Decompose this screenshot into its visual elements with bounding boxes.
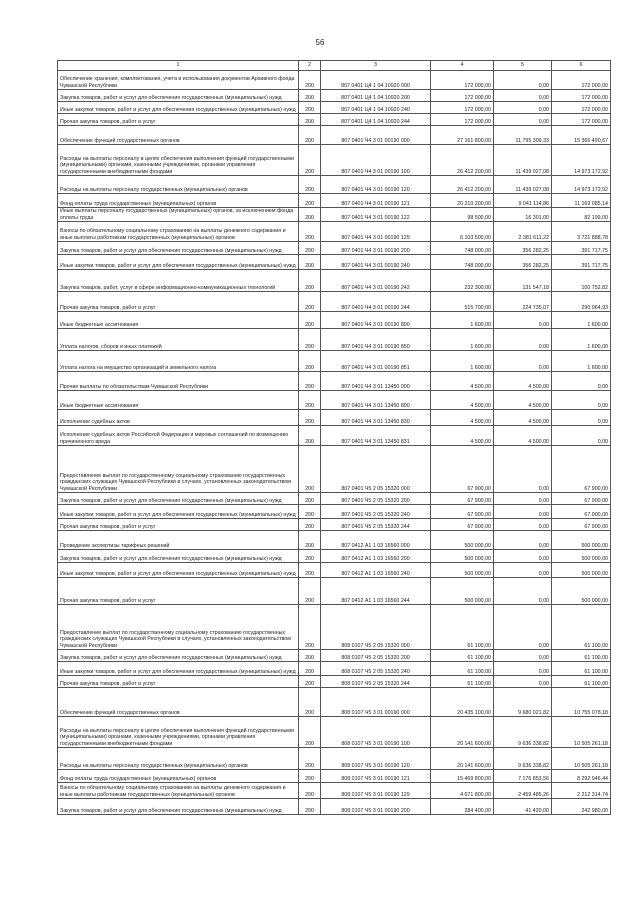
row-executed-cell: 0,00	[494, 563, 552, 578]
row-approved-cell: 27 161 800,00	[431, 126, 494, 145]
row-code-cell: 200	[299, 505, 321, 519]
row-classification-cell: 807 0401 Ч4 3 01 00190 000	[321, 126, 431, 145]
row-remaining-cell: 67 900,00	[552, 505, 611, 519]
row-code-cell: 200	[299, 550, 321, 563]
row-name-cell: Фонд оплаты труда государственных (муниципальных) органов	[58, 194, 299, 208]
table-row	[58, 222, 611, 242]
table-row	[58, 114, 611, 126]
row-name-cell: Иные закупки товаров, работ и услуг для обеспечения государственных (муниципальных) нужд	[58, 505, 299, 519]
row-classification-cell: 807 0401 Ц4 1 04 10920 200	[321, 90, 431, 102]
row-name-cell: Исполнение судебных актов Российской Федерации и мировых соглашений по возмещению причиненного вреда	[58, 426, 299, 446]
row-remaining-cell: 100 752,82	[552, 270, 611, 292]
row-approved-cell: 26 412 200,00	[431, 176, 494, 194]
row-code-cell: 200	[299, 114, 321, 126]
row-remaining-cell: 14 973 172,92	[552, 145, 611, 176]
row-remaining-cell: 10 505 261,18	[552, 717, 611, 748]
row-approved-cell: 61 100,00	[431, 662, 494, 676]
row-remaining-cell: 500 000,00	[552, 531, 611, 550]
table-row	[58, 255, 611, 270]
row-classification-cell: 808 0107 Ч5 3 01 00190 129	[321, 783, 431, 799]
row-executed-cell: 9 680 021,82	[494, 688, 552, 717]
row-code-cell: 200	[299, 222, 321, 242]
table-row	[58, 90, 611, 102]
row-remaining-cell: 500 000,00	[552, 563, 611, 578]
row-approved-cell: 500 000,00	[431, 531, 494, 550]
row-approved-cell: 61 100,00	[431, 676, 494, 688]
row-approved-cell: 20 210 200,00	[431, 194, 494, 208]
row-classification-cell: 807 0401 Ч4 3 01 00190 242	[321, 270, 431, 292]
row-executed-cell: 131 547,18	[494, 270, 552, 292]
row-name-cell: Иные закупки товаров, работ и услуг для обеспечения государственных (муниципальных) нужд	[58, 102, 299, 114]
row-classification-cell: 807 0401 Ч5 2 05 15320 244	[321, 519, 431, 531]
table-row	[58, 329, 611, 351]
row-classification-cell: 807 0401 Ч4 3 01 00190 122	[321, 208, 431, 222]
row-remaining-cell: 67 900,00	[552, 493, 611, 505]
row-executed-cell: 11 439 027,08	[494, 176, 552, 194]
row-code-cell: 200	[299, 650, 321, 662]
row-classification-cell: 808 0107 Ч5 2 05 15320 244	[321, 676, 431, 688]
row-classification-cell: 807 0401 Ч4 3 01 00190 850	[321, 329, 431, 351]
table-row	[58, 688, 611, 717]
row-code-cell: 200	[299, 292, 321, 312]
row-executed-cell: 356 282,25	[494, 255, 552, 270]
row-remaining-cell: 2 212 314,74	[552, 783, 611, 799]
row-classification-cell: 807 0401 Ч4 3 01 00190 120	[321, 176, 431, 194]
row-remaining-cell: 11 169 085,14	[552, 194, 611, 208]
row-approved-cell: 20 435 100,00	[431, 688, 494, 717]
row-name-cell: Иные бюджетные ассигнования	[58, 391, 299, 410]
table-row	[58, 605, 611, 650]
row-approved-cell: 748 000,00	[431, 255, 494, 270]
row-name-cell: Закупка товаров, работ, услуг в сфере информационно-коммуникационных технологий	[58, 270, 299, 292]
table-row	[58, 505, 611, 519]
row-executed-cell: 16 301,00	[494, 208, 552, 222]
row-approved-cell: 4 500,00	[431, 372, 494, 391]
row-remaining-cell: 500 000,00	[552, 578, 611, 605]
row-approved-cell: 1 600,00	[431, 312, 494, 329]
row-code-cell: 200	[299, 102, 321, 114]
row-classification-cell: 807 0401 Ч4 3 01 00190 244	[321, 292, 431, 312]
row-name-cell: Предоставление выплат по государственному социальному страхованию государственных гражданских служащих Чувашской Республики в случаях, установленных законодательством Чувашской Республики	[58, 605, 299, 650]
row-name-cell: Уплата налога на имущество организаций и земельного налога	[58, 351, 299, 372]
row-remaining-cell: 172 000,00	[552, 102, 611, 114]
row-executed-cell: 11 439 027,08	[494, 145, 552, 176]
table-row	[58, 270, 611, 292]
row-remaining-cell: 391 717,75	[552, 242, 611, 255]
row-classification-cell: 808 0107 Ч5 3 01 00190 121	[321, 770, 431, 783]
row-executed-cell: 0,00	[494, 312, 552, 329]
row-remaining-cell: 61 100,00	[552, 662, 611, 676]
column-header-1: 1	[58, 61, 299, 71]
table-row	[58, 426, 611, 446]
row-approved-cell: 1 600,00	[431, 351, 494, 372]
row-approved-cell: 748 000,00	[431, 242, 494, 255]
row-approved-cell: 1 600,00	[431, 329, 494, 351]
column-header-6: 6	[552, 61, 611, 71]
row-name-cell: Проведение экспертизы тарифных решений	[58, 531, 299, 550]
row-classification-cell: 807 0401 Ч4 3 01 13450 831	[321, 426, 431, 446]
row-code-cell: 200	[299, 493, 321, 505]
table-row	[58, 126, 611, 145]
row-name-cell: Иные закупки товаров, работ и услуг для обеспечения государственных (муниципальных) нужд	[58, 563, 299, 578]
row-approved-cell: 26 412 200,00	[431, 145, 494, 176]
row-approved-cell: 20 141 600,00	[431, 748, 494, 770]
row-approved-cell: 6 103 500,00	[431, 222, 494, 242]
row-approved-cell: 172 000,00	[431, 102, 494, 114]
row-approved-cell: 500 000,00	[431, 578, 494, 605]
row-approved-cell: 98 500,00	[431, 208, 494, 222]
row-executed-cell: 0,00	[494, 90, 552, 102]
row-code-cell: 200	[299, 688, 321, 717]
row-classification-cell: 808 0107 Ч5 2 05 15320 240	[321, 662, 431, 676]
row-approved-cell: 15 469 800,00	[431, 770, 494, 783]
column-header-2: 2	[299, 61, 321, 71]
row-name-cell: Иные закупки товаров, работ и услуг для обеспечения государственных (муниципальных) нужд	[58, 255, 299, 270]
row-approved-cell: 172 000,00	[431, 114, 494, 126]
row-code-cell: 200	[299, 270, 321, 292]
row-remaining-cell: 82 199,00	[552, 208, 611, 222]
page-number: 56	[315, 38, 325, 47]
row-code-cell: 200	[299, 605, 321, 650]
row-classification-cell: 807 0401 Ч4 3 01 00190 240	[321, 255, 431, 270]
table-row	[58, 312, 611, 329]
row-name-cell: Расходы на выплаты персоналу государственных (муниципальных) органов	[58, 748, 299, 770]
row-name-cell: Прочие выплаты по обязательствам Чувашской Республики	[58, 372, 299, 391]
row-executed-cell: 9 041 114,86	[494, 194, 552, 208]
row-code-cell: 200	[299, 426, 321, 446]
row-code-cell: 200	[299, 176, 321, 194]
row-code-cell: 200	[299, 242, 321, 255]
row-approved-cell: 172 000,00	[431, 71, 494, 90]
row-name-cell: Обеспечение функций государственных органов	[58, 126, 299, 145]
row-classification-cell: 807 0401 Ч4 3 01 00190 800	[321, 312, 431, 329]
row-approved-cell: 4 500,00	[431, 426, 494, 446]
row-code-cell: 200	[299, 519, 321, 531]
row-executed-cell: 224 735,07	[494, 292, 552, 312]
row-remaining-cell: 3 721 888,78	[552, 222, 611, 242]
row-classification-cell: 807 0401 Ч4 3 01 13450 000	[321, 372, 431, 391]
row-code-cell: 200	[299, 783, 321, 799]
column-header-4: 4	[431, 61, 494, 71]
row-code-cell: 200	[299, 446, 321, 493]
table-row	[58, 292, 611, 312]
row-code-cell: 200	[299, 329, 321, 351]
row-remaining-cell: 500 000,00	[552, 550, 611, 563]
row-code-cell: 200	[299, 351, 321, 372]
table-row	[58, 676, 611, 688]
row-name-cell: Обеспечение хранения, комплектования, учета и использования документов Архивного фонда Чувашской Республики	[58, 71, 299, 90]
table-row	[58, 650, 611, 662]
row-executed-cell: 0,00	[494, 446, 552, 493]
row-classification-cell: 808 0107 Ч5 2 05 15320 000	[321, 605, 431, 650]
row-remaining-cell: 61 100,00	[552, 676, 611, 688]
row-name-cell: Закупка товаров, работ и услуг для обеспечения государственных (муниципальных) нужд	[58, 90, 299, 102]
row-executed-cell: 0,00	[494, 605, 552, 650]
row-approved-cell: 4 500,00	[431, 391, 494, 410]
row-approved-cell: 67 900,00	[431, 519, 494, 531]
row-executed-cell: 0,00	[494, 71, 552, 90]
row-approved-cell: 284 400,00	[431, 799, 494, 815]
row-remaining-cell: 0,00	[552, 372, 611, 391]
row-remaining-cell: 0,00	[552, 391, 611, 410]
row-code-cell: 200	[299, 799, 321, 815]
row-remaining-cell: 172 000,00	[552, 114, 611, 126]
row-classification-cell: 808 0107 Ч5 3 01 00190 100	[321, 717, 431, 748]
row-classification-cell: 807 0401 Ц4 1 04 10920 000	[321, 71, 431, 90]
row-approved-cell: 4 500,00	[431, 410, 494, 426]
row-classification-cell: 807 0401 Ч4 3 01 00190 100	[321, 145, 431, 176]
table-row	[58, 71, 611, 90]
row-remaining-cell: 61 100,00	[552, 605, 611, 650]
table-row	[58, 799, 611, 815]
row-code-cell: 200	[299, 676, 321, 688]
row-executed-cell: 0,00	[494, 676, 552, 688]
row-code-cell: 200	[299, 255, 321, 270]
row-remaining-cell: 15 366 490,67	[552, 126, 611, 145]
row-executed-cell: 9 636 338,82	[494, 748, 552, 770]
row-approved-cell: 4 671 800,00	[431, 783, 494, 799]
table-row	[58, 242, 611, 255]
row-code-cell: 200	[299, 90, 321, 102]
row-name-cell: Прочая закупка товаров, работ и услуг	[58, 114, 299, 126]
row-code-cell: 200	[299, 531, 321, 550]
row-classification-cell: 807 0401 Ц4 1 04 10920 244	[321, 114, 431, 126]
row-remaining-cell: 10 505 261,18	[552, 748, 611, 770]
table-row	[58, 717, 611, 748]
row-remaining-cell: 67 900,00	[552, 446, 611, 493]
row-name-cell: Уплата налогов, сборов и иных платежей	[58, 329, 299, 351]
budget-execution-table	[57, 60, 611, 815]
row-classification-cell: 807 0401 Ч4 3 01 00190 121	[321, 194, 431, 208]
row-executed-cell: 356 282,25	[494, 242, 552, 255]
row-remaining-cell: 1 600,00	[552, 329, 611, 351]
row-code-cell: 200	[299, 194, 321, 208]
row-code-cell: 200	[299, 208, 321, 222]
row-classification-cell: 807 0401 Ч4 3 01 00190 851	[321, 351, 431, 372]
row-executed-cell: 4 500,00	[494, 426, 552, 446]
row-remaining-cell: 10 755 078,18	[552, 688, 611, 717]
row-name-cell: Прочая закупка товаров, работ и услуг	[58, 519, 299, 531]
table-row	[58, 102, 611, 114]
row-classification-cell: 808 0107 Ч5 3 01 00190 120	[321, 748, 431, 770]
table-row	[58, 372, 611, 391]
row-name-cell: Исполнение судебных актов	[58, 410, 299, 426]
table-row	[58, 391, 611, 410]
row-approved-cell: 515 700,00	[431, 292, 494, 312]
row-remaining-cell: 1 600,00	[552, 351, 611, 372]
row-classification-cell: 808 0107 Ч5 2 05 15320 200	[321, 650, 431, 662]
row-executed-cell: 0,00	[494, 578, 552, 605]
row-approved-cell: 500 000,00	[431, 563, 494, 578]
row-approved-cell: 172 000,00	[431, 90, 494, 102]
row-classification-cell: 807 0401 Ч5 2 05 15320 240	[321, 505, 431, 519]
row-name-cell: Фонд оплаты труда государственных (муниципальных) органов	[58, 770, 299, 783]
row-code-cell: 200	[299, 312, 321, 329]
row-name-cell: Предоставление выплат по государственному социальному страхованию государственных гражданских служащих Чувашской Республики в случаях, установленных законодательством Чувашской Республики	[58, 446, 299, 493]
row-classification-cell: 807 0401 Ч5 2 05 15320 000	[321, 446, 431, 493]
row-approved-cell: 20 141 600,00	[431, 717, 494, 748]
row-name-cell: Закупка товаров, работ и услуг для обеспечения государственных (муниципальных) нужд	[58, 493, 299, 505]
table-row	[58, 446, 611, 493]
row-executed-cell: 0,00	[494, 519, 552, 531]
row-name-cell: Закупка товаров, работ и услуг для обеспечения государственных (муниципальных) нужд	[58, 650, 299, 662]
row-classification-cell: 807 0412 А1 1 03 16560 244	[321, 578, 431, 605]
table-row	[58, 531, 611, 550]
table-row	[58, 351, 611, 372]
row-approved-cell: 67 900,00	[431, 446, 494, 493]
table-row	[58, 519, 611, 531]
row-classification-cell: 808 0107 Ч5 3 01 00190 000	[321, 688, 431, 717]
row-name-cell: Взносы по обязательному социальному страхованию на выплаты денежного содержания и иные выплаты работникам государственных (муниципальных) органов	[58, 222, 299, 242]
row-executed-cell: 0,00	[494, 102, 552, 114]
row-remaining-cell: 0,00	[552, 410, 611, 426]
row-executed-cell: 0,00	[494, 493, 552, 505]
column-number-row	[58, 61, 611, 71]
table-row	[58, 748, 611, 770]
row-classification-cell: 807 0401 Ч4 3 01 00190 129	[321, 222, 431, 242]
row-remaining-cell: 242 980,00	[552, 799, 611, 815]
row-approved-cell: 61 100,00	[431, 605, 494, 650]
row-code-cell: 200	[299, 126, 321, 145]
row-remaining-cell: 172 000,00	[552, 71, 611, 90]
row-code-cell: 200	[299, 770, 321, 783]
table-row	[58, 662, 611, 676]
table-row	[58, 550, 611, 563]
row-remaining-cell: 391 717,75	[552, 255, 611, 270]
row-code-cell: 200	[299, 71, 321, 90]
table-row	[58, 770, 611, 783]
row-code-cell: 200	[299, 717, 321, 748]
table-row	[58, 194, 611, 208]
row-executed-cell: 0,00	[494, 550, 552, 563]
row-classification-cell: 807 0401 Ч4 3 01 13450 800	[321, 391, 431, 410]
row-remaining-cell: 0,00	[552, 426, 611, 446]
row-executed-cell: 7 176 853,56	[494, 770, 552, 783]
row-name-cell: Закупка товаров, работ и услуг для обеспечения государственных (муниципальных) нужд	[58, 242, 299, 255]
row-name-cell: Прочая закупка товаров, работ и услуг	[58, 292, 299, 312]
row-name-cell: Иные выплаты персоналу государственных (муниципальных) органов, за исключением фонда оплаты труда	[58, 208, 299, 222]
row-executed-cell: 11 795 309,33	[494, 126, 552, 145]
row-executed-cell: 4 500,00	[494, 372, 552, 391]
table-row	[58, 578, 611, 605]
row-executed-cell: 9 636 338,82	[494, 717, 552, 748]
row-name-cell: Иные бюджетные ассигнования	[58, 312, 299, 329]
row-code-cell: 200	[299, 563, 321, 578]
row-code-cell: 200	[299, 748, 321, 770]
table-row	[58, 783, 611, 799]
table-row	[58, 493, 611, 505]
row-executed-cell: 0,00	[494, 531, 552, 550]
row-code-cell: 200	[299, 372, 321, 391]
row-approved-cell: 61 100,00	[431, 650, 494, 662]
row-classification-cell: 807 0412 А1 1 03 16560 000	[321, 531, 431, 550]
column-header-5: 5	[494, 61, 552, 71]
row-classification-cell: 807 0401 Ц4 1 04 10920 240	[321, 102, 431, 114]
row-classification-cell: 807 0412 А1 1 03 16560 200	[321, 550, 431, 563]
row-executed-cell: 0,00	[494, 351, 552, 372]
row-remaining-cell: 1 600,00	[552, 312, 611, 329]
row-remaining-cell: 8 292 946,44	[552, 770, 611, 783]
row-executed-cell: 0,00	[494, 114, 552, 126]
row-executed-cell: 4 500,00	[494, 410, 552, 426]
row-classification-cell: 807 0401 Ч4 3 01 13450 830	[321, 410, 431, 426]
column-header-3: 3	[321, 61, 431, 71]
row-name-cell: Закупка товаров, работ и услуг для обеспечения государственных (муниципальных) нужд	[58, 550, 299, 563]
row-name-cell: Прочая закупка товаров, работ и услуг	[58, 676, 299, 688]
row-name-cell: Обеспечение функций государственных органов	[58, 688, 299, 717]
row-classification-cell: 807 0401 Ч5 2 05 15320 200	[321, 493, 431, 505]
row-executed-cell: 0,00	[494, 505, 552, 519]
row-approved-cell: 67 900,00	[431, 493, 494, 505]
row-classification-cell: 807 0412 А1 1 03 16560 240	[321, 563, 431, 578]
table-row	[58, 208, 611, 222]
row-code-cell: 200	[299, 578, 321, 605]
row-remaining-cell: 172 000,00	[552, 90, 611, 102]
row-remaining-cell: 14 973 172,92	[552, 176, 611, 194]
row-name-cell: Расходы на выплаты персоналу в целях обеспечения выполнения функций государственными (муниципальными) органами, казенными учреждениями, органами управления государственными внебюджетными фондами	[58, 717, 299, 748]
row-name-cell: Прочая закупка товаров, работ и услуг	[58, 578, 299, 605]
row-remaining-cell: 290 964,93	[552, 292, 611, 312]
row-executed-cell: 0,00	[494, 662, 552, 676]
row-classification-cell: 808 0107 Ч5 3 01 00190 200	[321, 799, 431, 815]
table-row	[58, 410, 611, 426]
row-name-cell: Расходы на выплаты персоналу в целях обеспечения выполнения функций государственными (муниципальными) органами, казенными учреждениями, органами управления государственными внебюджетными фондами	[58, 145, 299, 176]
row-approved-cell: 232 300,00	[431, 270, 494, 292]
row-name-cell: Взносы по обязательному социальному страхованию на выплаты денежного содержания и иные выплаты работникам государственных (муниципальных) органов	[58, 783, 299, 799]
row-approved-cell: 500 000,00	[431, 550, 494, 563]
row-executed-cell: 0,00	[494, 650, 552, 662]
row-code-cell: 200	[299, 145, 321, 176]
row-executed-cell: 41 420,00	[494, 799, 552, 815]
row-executed-cell: 2 381 611,22	[494, 222, 552, 242]
row-executed-cell: 0,00	[494, 329, 552, 351]
table-row	[58, 145, 611, 176]
row-approved-cell: 67 900,00	[431, 505, 494, 519]
table-row	[58, 176, 611, 194]
row-code-cell: 200	[299, 662, 321, 676]
row-remaining-cell: 67 900,00	[552, 519, 611, 531]
row-name-cell: Иные закупки товаров, работ и услуг для обеспечения государственных (муниципальных) нужд	[58, 662, 299, 676]
row-classification-cell: 807 0401 Ч4 3 01 00190 200	[321, 242, 431, 255]
row-code-cell: 200	[299, 410, 321, 426]
row-remaining-cell: 61 100,00	[552, 650, 611, 662]
row-code-cell: 200	[299, 391, 321, 410]
row-executed-cell: 4 500,00	[494, 391, 552, 410]
row-executed-cell: 2 459 485,26	[494, 783, 552, 799]
row-name-cell: Расходы на выплаты персоналу государственных (муниципальных) органов	[58, 176, 299, 194]
row-name-cell: Закупка товаров, работ и услуг для обеспечения государственных (муниципальных) нужд	[58, 799, 299, 815]
table-row	[58, 563, 611, 578]
